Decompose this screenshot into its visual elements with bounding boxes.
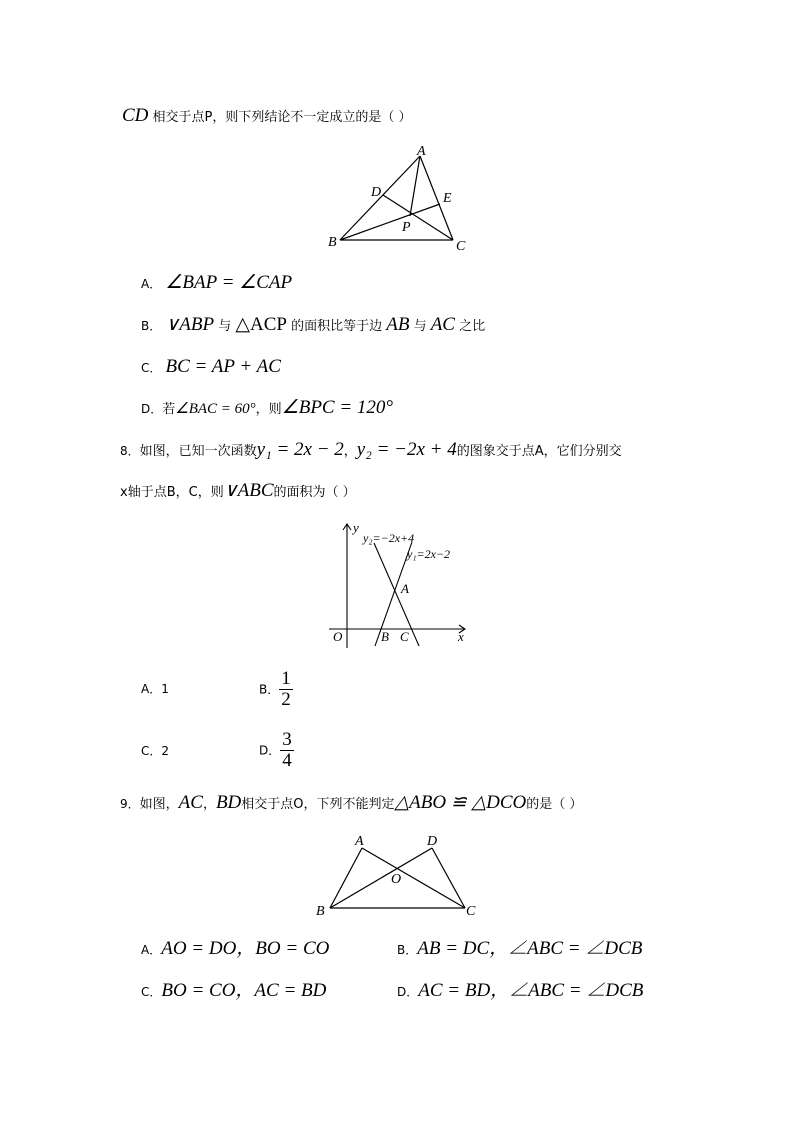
option-letter: D． bbox=[397, 985, 419, 999]
q8-label-x-axis: x bbox=[458, 629, 464, 644]
q8-stem-line2 bbox=[120, 481, 356, 503]
fraction-denominator: 2 bbox=[281, 689, 291, 710]
q8-label-b: B bbox=[381, 629, 389, 644]
q8-text: x轴于点B，C，则 bbox=[120, 485, 224, 500]
option-math: BO = CO，AC = BD bbox=[161, 980, 327, 1001]
option-text: 与 bbox=[214, 319, 236, 334]
option-text: 的面积比等于边 bbox=[286, 319, 387, 334]
q9-math: BD bbox=[215, 792, 242, 813]
q8-text: 的面积为（ ） bbox=[273, 485, 356, 500]
option-letter: D． bbox=[259, 743, 281, 758]
q9-option-b[interactable] bbox=[397, 939, 642, 961]
q9-label-d: D bbox=[427, 834, 438, 849]
option-letter: C． bbox=[141, 744, 162, 758]
fraction bbox=[279, 669, 293, 710]
option-text: 若 bbox=[162, 402, 176, 417]
q8-text: 如图，已知一次函数 bbox=[139, 444, 257, 459]
option-letter: B． bbox=[141, 319, 162, 333]
q8-math: y₁ = 2x − 2 bbox=[256, 439, 344, 460]
fraction-denominator: 4 bbox=[282, 750, 292, 771]
q8-figure bbox=[325, 520, 475, 650]
q9-label-b: B bbox=[316, 904, 325, 919]
q8-label-y-axis: y bbox=[353, 520, 359, 535]
option-letter: C． bbox=[141, 985, 162, 999]
q9-text: 如图， bbox=[139, 797, 179, 812]
option-math: ∠BPC = 120° bbox=[281, 397, 394, 418]
q8-label-a: A bbox=[401, 581, 409, 596]
option-text: 之比 bbox=[454, 319, 486, 334]
q9-stem bbox=[120, 793, 582, 815]
option-letter: D． bbox=[141, 402, 163, 416]
q9-number: 9． bbox=[120, 797, 140, 811]
option-letter: B． bbox=[397, 943, 418, 957]
option-math: △ACP bbox=[235, 314, 287, 335]
q8-option-c[interactable] bbox=[141, 741, 169, 762]
q8-math: y₂ = −2x + 4 bbox=[356, 439, 457, 460]
option-math: BC = AP + AC bbox=[165, 356, 281, 377]
option-math: AB = DC，∠ABC = ∠DCB bbox=[417, 938, 643, 959]
q9-option-a[interactable] bbox=[141, 939, 329, 961]
option-letter: C． bbox=[141, 361, 162, 375]
fraction bbox=[280, 730, 294, 771]
option-text: 与 bbox=[409, 319, 431, 334]
fraction-numerator: 3 bbox=[282, 729, 292, 750]
q7-label-a: A bbox=[417, 144, 426, 159]
q8-number: 8． bbox=[120, 444, 140, 458]
q8-label-origin: O bbox=[333, 629, 343, 644]
option-math: AO = DO，BO = CO bbox=[161, 938, 330, 959]
option-value: 1 bbox=[161, 682, 169, 696]
q7-figure bbox=[320, 140, 480, 260]
q8-option-d[interactable] bbox=[259, 730, 294, 774]
q7-stem bbox=[122, 106, 412, 128]
q7-option-d[interactable] bbox=[141, 398, 393, 420]
option-math: AB bbox=[386, 314, 410, 335]
q8-label-line2: y₂=−2x+4 bbox=[363, 531, 415, 545]
q8-option-a[interactable] bbox=[141, 679, 169, 700]
option-letter: A． bbox=[141, 682, 162, 696]
q7-option-c[interactable] bbox=[141, 357, 281, 379]
q8-math: ∨ABC bbox=[223, 480, 274, 501]
q9-figure bbox=[312, 828, 492, 923]
q8-stem-line1 bbox=[120, 440, 622, 462]
q8-label-line1: y₁=2x−2 bbox=[407, 547, 451, 561]
option-math: ∨ABP bbox=[165, 314, 215, 335]
q8-text: 的图象交于点A，它们分别交 bbox=[456, 444, 622, 459]
q8-text: ， bbox=[343, 444, 357, 459]
q7-label-b: B bbox=[328, 235, 337, 250]
fraction-numerator: 1 bbox=[281, 668, 291, 689]
q8-option-b[interactable] bbox=[259, 669, 293, 709]
q9-math: AC bbox=[178, 792, 203, 813]
q9-label-c: C bbox=[466, 904, 476, 919]
q7-label-c: C bbox=[456, 239, 466, 254]
q7-option-b[interactable] bbox=[141, 315, 485, 337]
option-letter: A． bbox=[141, 943, 162, 957]
q9-option-d[interactable] bbox=[397, 981, 643, 1003]
q9-option-c[interactable] bbox=[141, 981, 326, 1003]
q9-label-o: O bbox=[391, 872, 402, 887]
option-letter: A． bbox=[141, 277, 162, 291]
q7-label-e: E bbox=[443, 191, 452, 206]
q9-math: △ABO ≌ △DCO bbox=[394, 792, 527, 813]
q9-label-a: A bbox=[355, 834, 364, 849]
q7-option-a[interactable] bbox=[141, 273, 292, 295]
q9-text: 相交于点O，下列不能判定 bbox=[241, 797, 395, 812]
q9-text: ， bbox=[202, 797, 216, 812]
q9-text: 的是（ ） bbox=[526, 797, 583, 812]
option-math: ∠BAC = 60° bbox=[175, 401, 256, 417]
option-letter: B． bbox=[259, 682, 280, 697]
option-math: AC bbox=[430, 314, 455, 335]
q7-stem-text: 相交于点P，则下列结论不一定成立的是（ ） bbox=[152, 110, 412, 125]
option-text: ，则 bbox=[255, 402, 282, 417]
q7-label-p: P bbox=[402, 220, 411, 235]
q8-label-c: C bbox=[400, 629, 409, 644]
q7-label-d: D bbox=[371, 185, 382, 200]
q7-stem-math: CD bbox=[122, 105, 149, 126]
option-value: 2 bbox=[161, 744, 170, 758]
option-math: ∠BAP = ∠CAP bbox=[165, 272, 293, 293]
option-math: AC = BD，∠ABC = ∠DCB bbox=[418, 980, 644, 1001]
